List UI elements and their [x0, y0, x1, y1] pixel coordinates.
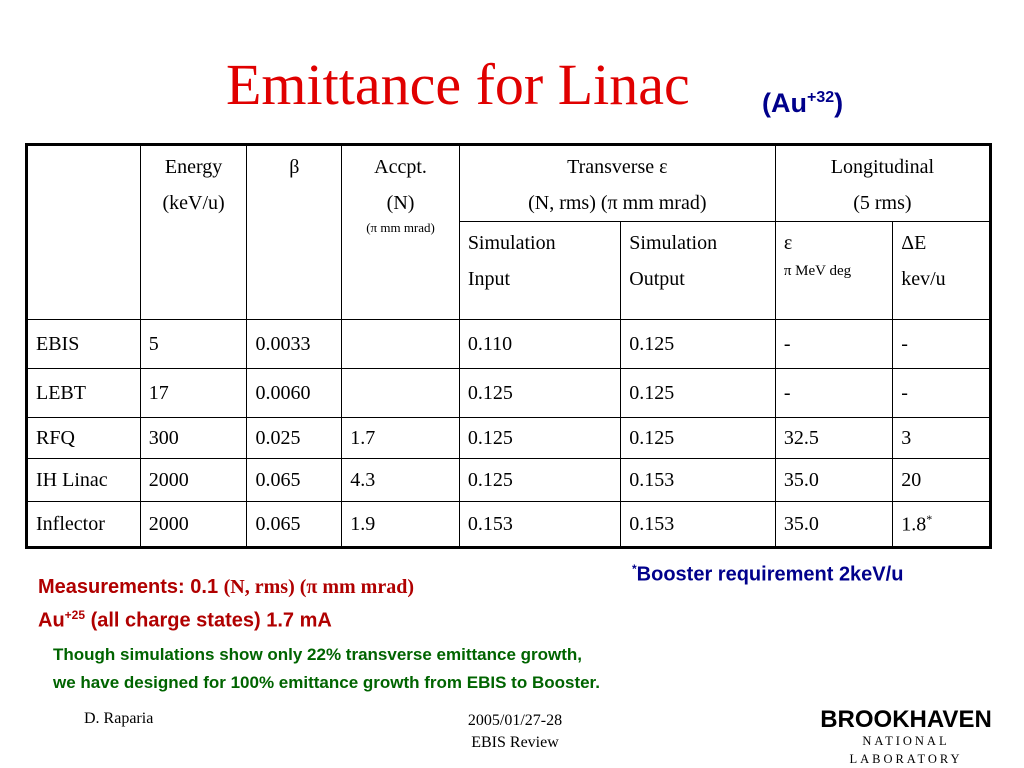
header-energy: Energy (keV/u)	[140, 145, 247, 320]
header-accpt: Accpt. (N) (π mm mrad)	[342, 145, 460, 320]
header-beta: β	[247, 145, 342, 320]
emittance-table	[25, 143, 992, 549]
title-main: Emittance for Linac	[226, 52, 690, 117]
header-transverse: Transverse ε (N, rms) (π mm mrad)	[459, 145, 775, 222]
header-empty	[27, 145, 141, 320]
measurements-text: Measurements: 0.1 (N, rms) (π mm mrad) $Au^{+25}$ (all charge states) 1.7 mA	[38, 576, 414, 632]
footer-date-event: 2005/01/27-28 EBIS Review	[467, 712, 563, 751]
table-row: IH Linac 2000 0.065 4.3 0.125 0.153 35.0 20	[27, 459, 991, 502]
booster-requirement: *Booster requirement 2keV/u	[632, 562, 904, 586]
slide-title	[0, 50, 1024, 120]
header-sim-output: Simulation Output	[621, 222, 776, 320]
header-sim-input: Simulation Input	[459, 222, 620, 320]
header-de: ΔE kev/u	[893, 222, 991, 320]
header-eps: ε π MeV deg	[775, 222, 892, 320]
table-row: RFQ 300 0.025 1.7 0.125 0.125 32.5 3	[27, 418, 991, 459]
title-ion: $(Au^{+32})$	[762, 88, 844, 118]
footer-author: D. Raparia	[84, 710, 154, 727]
brookhaven-logo: BROOKHAVEN NATIONAL LABORATORY	[820, 706, 992, 766]
design-note: Though simulations show only 22% transverse emittance growth, we have designed for 100% emittance growth from EBIS to Booster.	[53, 645, 600, 692]
table-row: Inflector 2000 0.065 1.9 0.153 0.153 35.0 1.8*	[27, 502, 991, 548]
table-row: LEBT 17 0.0060 0.125 0.125 - -	[27, 369, 991, 418]
header-longitudinal: Longitudinal (5 rms)	[775, 145, 990, 222]
table-row: EBIS 5 0.0033 0.110 0.125 - -	[27, 320, 991, 369]
